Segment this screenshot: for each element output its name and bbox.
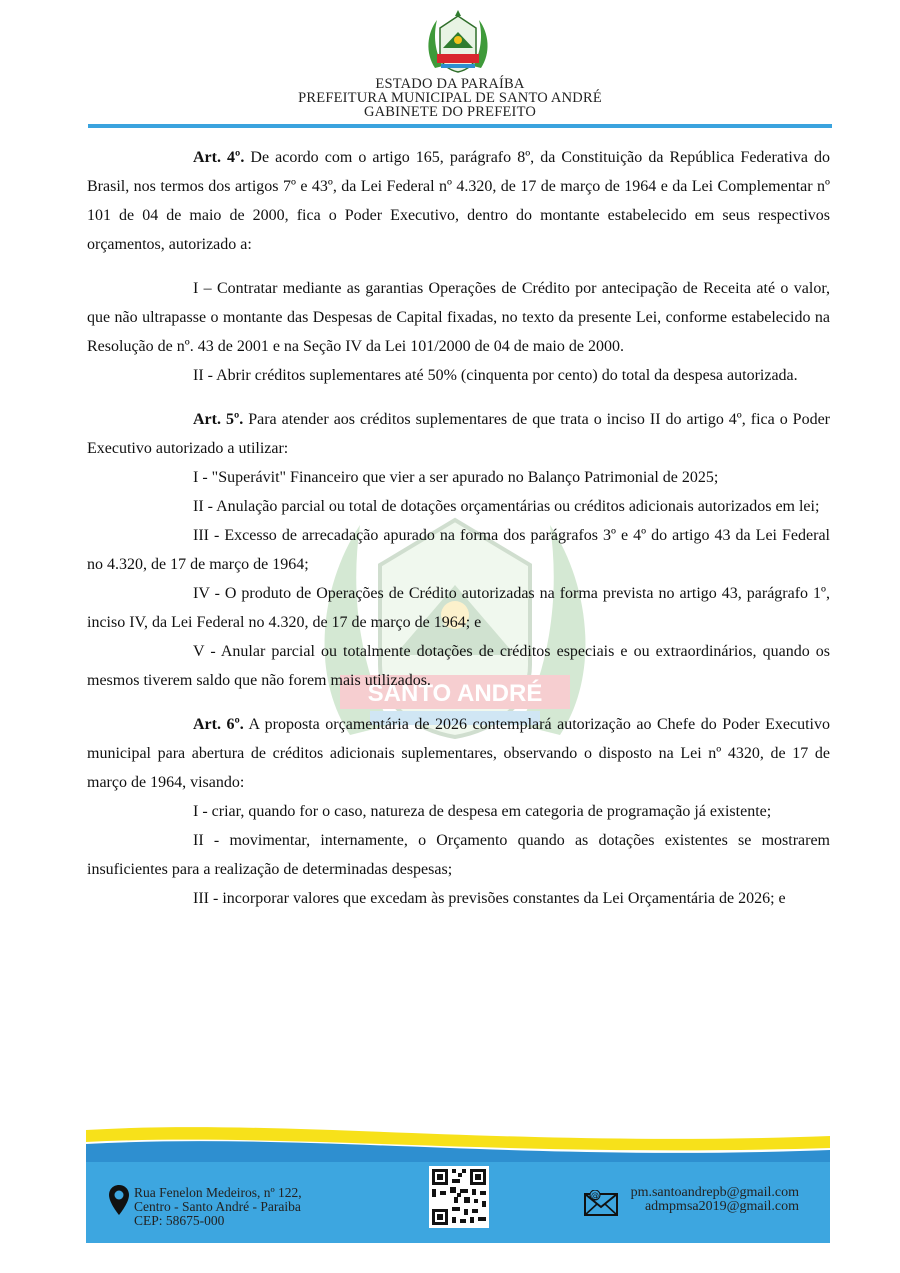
email-envelope-icon xyxy=(584,1190,618,1216)
art6-item-2: II - movimentar, internamente, o Orçamento quando as dotações existentes se mostrarem insuficientes para a realização de determinadas despesas; xyxy=(87,832,830,878)
art4-item-2: II - Abrir créditos suplementares até 50% (cinquenta por cento) do total da despesa autorizada. xyxy=(193,367,798,384)
municipal-crest-icon xyxy=(423,8,493,80)
art5-title: Art. 5º. xyxy=(193,411,244,428)
email-secondary[interactable]: admpmsa2019@gmail.com xyxy=(644,1199,799,1214)
location-pin-icon xyxy=(108,1184,130,1216)
header-municipality: PREFEITURA MUNICIPAL DE SANTO ANDRÉ xyxy=(298,90,602,106)
art5-paragraph xyxy=(87,405,830,463)
address-line-3: CEP: 58675-000 xyxy=(134,1213,225,1228)
art6-item-1: I - criar, quando for o caso, natureza de despesa em categoria de programação já existente; xyxy=(193,803,772,820)
art4-text: De acordo com o artigo 165, parágrafo 8º, da Constituição da República Federativa do Brasil, nos termos dos artigos 7º e 43º, da Lei Federal nº 4.320, de 17 de março de 1964 e da Lei Complementar nº 101 de 04 de maio de 2000, fica o Poder Executivo, dentro do montante estabelecido em seus respectivos orçamentos, autorizado a: xyxy=(87,149,831,253)
qr-code-icon[interactable] xyxy=(429,1166,489,1228)
email-primary[interactable]: pm.santoandrepb@gmail.com xyxy=(630,1185,799,1200)
art6-title: Art. 6º. xyxy=(193,716,244,733)
art4-title: Art. 4º. xyxy=(193,149,245,166)
letterhead-footer xyxy=(86,1118,830,1243)
address-line-1: Rua Fenelon Medeiros, nº 122, xyxy=(134,1185,302,1200)
header-state: ESTADO DA PARAÍBA xyxy=(375,76,525,92)
email-at-symbol: @ xyxy=(591,1191,599,1200)
art6-paragraph xyxy=(87,710,830,797)
art5-item-3: III - Excesso de arrecadação apurado na forma dos parágrafos 3º e 4º do artigo 43 da Lei Federal no 4.320, de 17 de março de 1964; xyxy=(87,527,830,573)
footer-address xyxy=(134,1186,302,1228)
footer-emails xyxy=(631,1186,799,1214)
art5-text: Para atender aos créditos suplementares de que trata o inciso II do artigo 4º, fica o Poder Executivo autorizado a utilizar: xyxy=(87,411,831,457)
art5-item-2: II - Anulação parcial ou total de dotações orçamentárias ou créditos adicionais autorizados em lei; xyxy=(193,498,820,515)
art6-item-3: III - incorporar valores que excedam às previsões constantes da Lei Orçamentária de 2026; e xyxy=(193,890,786,907)
header-rule xyxy=(88,124,832,128)
art5-item-4: IV - O produto de Operações de Crédito autorizadas na forma prevista no artigo 43, parágrafo 1º, inciso IV, da Lei Federal no 4.320, de 17 de março de 1964; e xyxy=(87,585,830,631)
document-body xyxy=(87,143,830,913)
watermark-label: SANTO ANDRÉ xyxy=(367,680,543,707)
header-office: GABINETE DO PREFEITO xyxy=(363,104,537,120)
art4-item-1: I – Contratar mediante as garantias Operações de Crédito por antecipação de Receita até o valor, que não ultrapasse o montante das Despesas de Capital fixadas, no texto da presente Lei, conforme estabelecido na Resolução de nº. 43 de 2001 e na Seção IV da Lei 101/2000 de 04 de maio de 2000. xyxy=(87,280,830,355)
letterhead xyxy=(0,0,900,135)
art6-text: A proposta orçamentária de 2026 contemplará autorização ao Chefe do Poder Executivo municipal para abertura de créditos adicionais suplementares, observando o disposto na Lei nº 4320, de 17 de março de 1964, visando: xyxy=(87,716,831,791)
art5-item-1: I - "Superávit" Financeiro que vier a ser apurado no Balanço Patrimonial de 2025; xyxy=(193,469,719,486)
art5-item-5: V - Anular parcial ou totalmente dotações de créditos especiais e ou extraordinários, quando os mesmos tiverem saldo que não forem mais utilizados. xyxy=(87,643,830,689)
art4-paragraph xyxy=(87,143,830,259)
address-line-2: Centro - Santo André - Paraiba xyxy=(134,1199,301,1214)
